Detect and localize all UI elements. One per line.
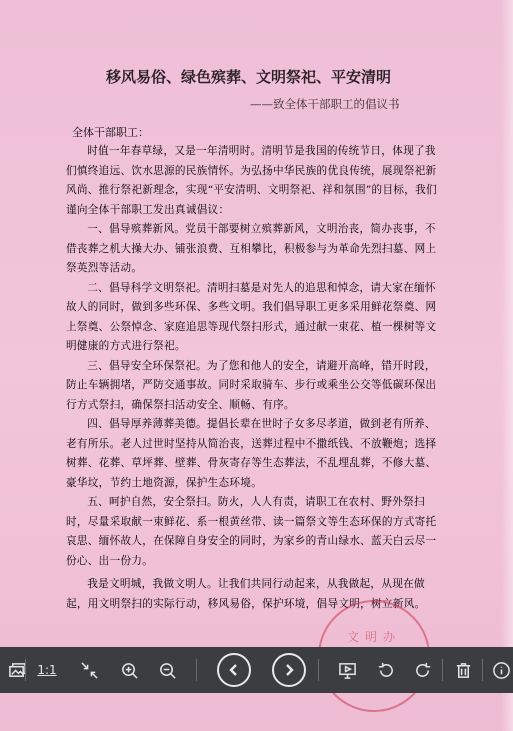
rotate-left-icon[interactable] bbox=[368, 647, 402, 693]
seal-text: 文明办 bbox=[346, 630, 401, 644]
delete-icon[interactable] bbox=[446, 647, 480, 693]
actual-size-button[interactable] bbox=[30, 647, 64, 693]
page-edge-shadow bbox=[501, 0, 513, 731]
paragraph-intro: 时值一年春草绿，又是一年清明时。清明节是我国的传统节日，体现了我们慎终追远、饮水思源的民族情怀。为弘扬中华民族的优良传统，展现祭祀新风尚、推行祭祀新理念，实现“平安清明、文明祭祀、祥和氛围”的目标，我们谨向全体干部职工发出真诚倡议： bbox=[66, 145, 437, 216]
info-icon[interactable] bbox=[484, 647, 513, 693]
zoom-in-icon[interactable] bbox=[112, 647, 146, 693]
next-button[interactable] bbox=[272, 647, 306, 693]
document-body bbox=[66, 142, 438, 614]
gallery-icon[interactable] bbox=[0, 647, 34, 693]
next-icon bbox=[272, 653, 306, 687]
zoom-out-icon[interactable] bbox=[150, 647, 184, 693]
rotate-right-icon[interactable] bbox=[406, 647, 440, 693]
paragraph-item-5: 五、呵护自然，安全祭扫。防火，人人有责，请职工在农村、野外祭扫时，尽量采取献一束鲜花、系一根黄丝带、读一篇祭文等生态环保的方式寄托哀思、缅怀故人，在保障自身安全的同时，为家乡的青山绿水、蓝天白云尽一份心、出一份力。 bbox=[66, 496, 437, 567]
paragraph-item-4: 四、倡导厚养薄葬美德。提倡长辈在世时子女多尽孝道，做到老有所养、老有所乐。老人过世时坚持从简治丧，送葬过程中不撒纸钱、不放鞭炮；选择树葬、花葬、草坪葬、壁葬、骨灰寄存等生态葬法，不乱埋乱葬，不修大墓、豪华坟，节约土地资源，保护生态环境。 bbox=[66, 418, 437, 489]
document-subtitle: ——致全体干部职工的倡议书 bbox=[250, 97, 400, 111]
paragraph-item-1: 一、倡导殡葬新风。党员干部要树立殡葬新风，文明治丧，简办丧事，不借丧葬之机大操大办、铺张浪费、互相攀比，积极参与为革命先烈扫墓、网上祭英烈等活动。 bbox=[66, 223, 437, 274]
paragraph-item-3: 三、倡导安全环保祭祀。为了您和他人的安全，请避开高峰，错开时段，防止车辆拥堵，严防交通事故。同时采取骑车、步行或乘坐公交等低碳环保出行方式祭扫，确保祭扫活动安全、顺畅、有序。 bbox=[66, 359, 437, 411]
document-title: 移风易俗、绿色殡葬、文明祭祀、平安清明 bbox=[106, 68, 392, 86]
fit-screen-icon[interactable] bbox=[72, 647, 106, 693]
previous-button[interactable] bbox=[217, 647, 251, 693]
image-viewer-toolbar bbox=[0, 647, 513, 693]
previous-icon bbox=[217, 653, 251, 687]
slideshow-icon[interactable] bbox=[330, 647, 364, 693]
paragraph-item-2: 二、倡导科学文明祭祀。清明扫墓是对先人的追思和悼念，请大家在缅怀故人的同时，做到多些环保、多些文明。我们倡导职工更多采用鲜花祭奠、网上祭奠、公祭悼念、家庭追思等现代祭扫形式，通过献一束花、植一棵树等文明健康的方式进行祭祀。 bbox=[66, 281, 437, 352]
actual-size-label: 1:1 bbox=[37, 663, 57, 677]
paragraph-closing: 我是文明城，我做文明人。让我们共同行动起来，从我做起，从现在做起，用文明祭扫的实际行动，移风易俗，保护环境，倡导文明，树立新风。 bbox=[66, 578, 426, 610]
greeting: 全体干部职工： bbox=[72, 126, 149, 139]
